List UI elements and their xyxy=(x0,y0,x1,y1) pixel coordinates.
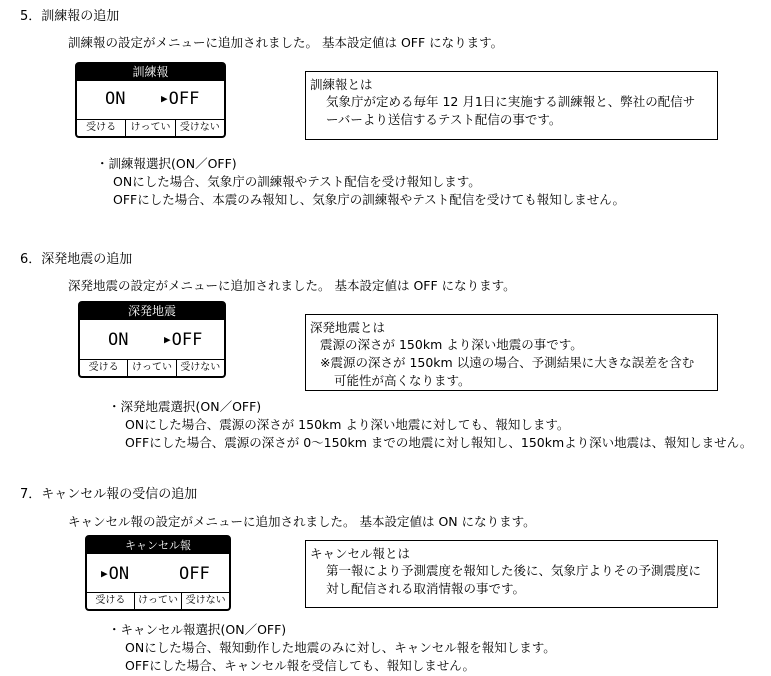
option-description: OFFにした場合、本震のみ報知し、気象庁の訓練報やテスト配信を受けても報知しません。 xyxy=(113,192,625,207)
section-title: 5．訓練報の追加 xyxy=(20,9,120,24)
section-intro: 訓練報の設定がメニューに追加されました。 基本設定値は OFF になります。 xyxy=(68,35,504,50)
info-title: 訓練報とは xyxy=(310,77,373,92)
selection-arrow-icon: ▶ xyxy=(164,333,171,346)
info-title: 深発地震とは xyxy=(310,320,386,335)
info-line: 可能性が高くなります。 xyxy=(334,373,471,388)
option-bullet: ・深発地震選択(ON／OFF) xyxy=(108,399,262,414)
confirm-button[interactable]: けってい xyxy=(126,120,175,136)
option-description: ONにした場合、気象庁の訓練報やテスト配信を受け報知します。 xyxy=(113,174,481,189)
reject-button[interactable]: 受けない xyxy=(180,362,221,373)
info-title: キャンセル報とは xyxy=(310,546,411,561)
receive-button[interactable]: 受ける xyxy=(87,593,135,609)
option-off[interactable]: ▶OFF xyxy=(164,330,203,350)
option-on[interactable]: ▶ON xyxy=(101,564,130,584)
selection-arrow-icon: ▶ xyxy=(101,567,108,580)
option-on[interactable]: ON xyxy=(105,89,126,109)
reject-button[interactable]: 受けない xyxy=(179,122,220,133)
info-line: 震源の深さが 150km より深い地震の事です。 xyxy=(320,337,583,352)
receive-button[interactable]: 受ける xyxy=(77,120,126,136)
section-title: 7．キャンセル報の受信の追加 xyxy=(20,487,198,502)
device-title: 深発地震 xyxy=(80,303,224,320)
info-line: ※震源の深さが 150km 以遠の場合、予測結果に大きな誤差を含む xyxy=(320,355,695,370)
device-panel-training xyxy=(75,62,226,138)
confirm-button[interactable]: けってい xyxy=(128,360,176,376)
option-description: ONにした場合、震源の深さが 150km より深い地震に対しても、報知します。 xyxy=(125,417,570,432)
option-off[interactable]: OFF xyxy=(179,564,210,584)
option-off[interactable]: ▶OFF xyxy=(161,89,200,109)
device-panel-deep-quake xyxy=(78,301,226,378)
info-box xyxy=(305,540,718,608)
option-description: OFFにした場合、震源の深さが 0～150km までの地震に対し報知し、150kmより深い地震は、報知しません。 xyxy=(125,435,753,450)
device-title: キャンセル報 xyxy=(87,537,229,554)
section-intro: 深発地震の設定がメニューに追加されました。 基本設定値は OFF になります。 xyxy=(68,278,516,293)
section-title: 6．深発地震の追加 xyxy=(20,252,133,267)
selection-arrow-icon: ▶ xyxy=(161,92,168,105)
info-line: 第一報により予測震度を報知した後に、気象庁よりその予測震度に xyxy=(326,563,702,578)
device-panel-cancel xyxy=(85,535,231,611)
reject-button[interactable]: 受けない xyxy=(185,595,226,606)
info-line: 気象庁が定める毎年 12 月1日に実施する訓練報と、弊社の配信サ xyxy=(326,94,696,109)
info-line: 対し配信される取消情報の事です。 xyxy=(326,581,526,596)
option-description: ONにした場合、報知動作した地震のみに対し、キャンセル報を報知します。 xyxy=(125,640,556,655)
info-line: ーバーより送信するテスト配信の事です。 xyxy=(326,112,562,127)
section-intro: キャンセル報の設定がメニューに追加されました。 基本設定値は ON になります。 xyxy=(68,514,536,529)
option-bullet: ・キャンセル報選択(ON／OFF) xyxy=(108,622,287,637)
info-box xyxy=(305,314,718,391)
option-bullet: ・訓練報選択(ON／OFF) xyxy=(96,156,237,171)
option-on[interactable]: ON xyxy=(108,330,129,350)
device-title: 訓練報 xyxy=(77,64,224,81)
info-box xyxy=(305,71,718,140)
confirm-button[interactable]: けってい xyxy=(135,593,183,609)
receive-button[interactable]: 受ける xyxy=(80,360,128,376)
option-description: OFFにした場合、キャンセル報を受信しても、報知しません。 xyxy=(125,658,475,673)
